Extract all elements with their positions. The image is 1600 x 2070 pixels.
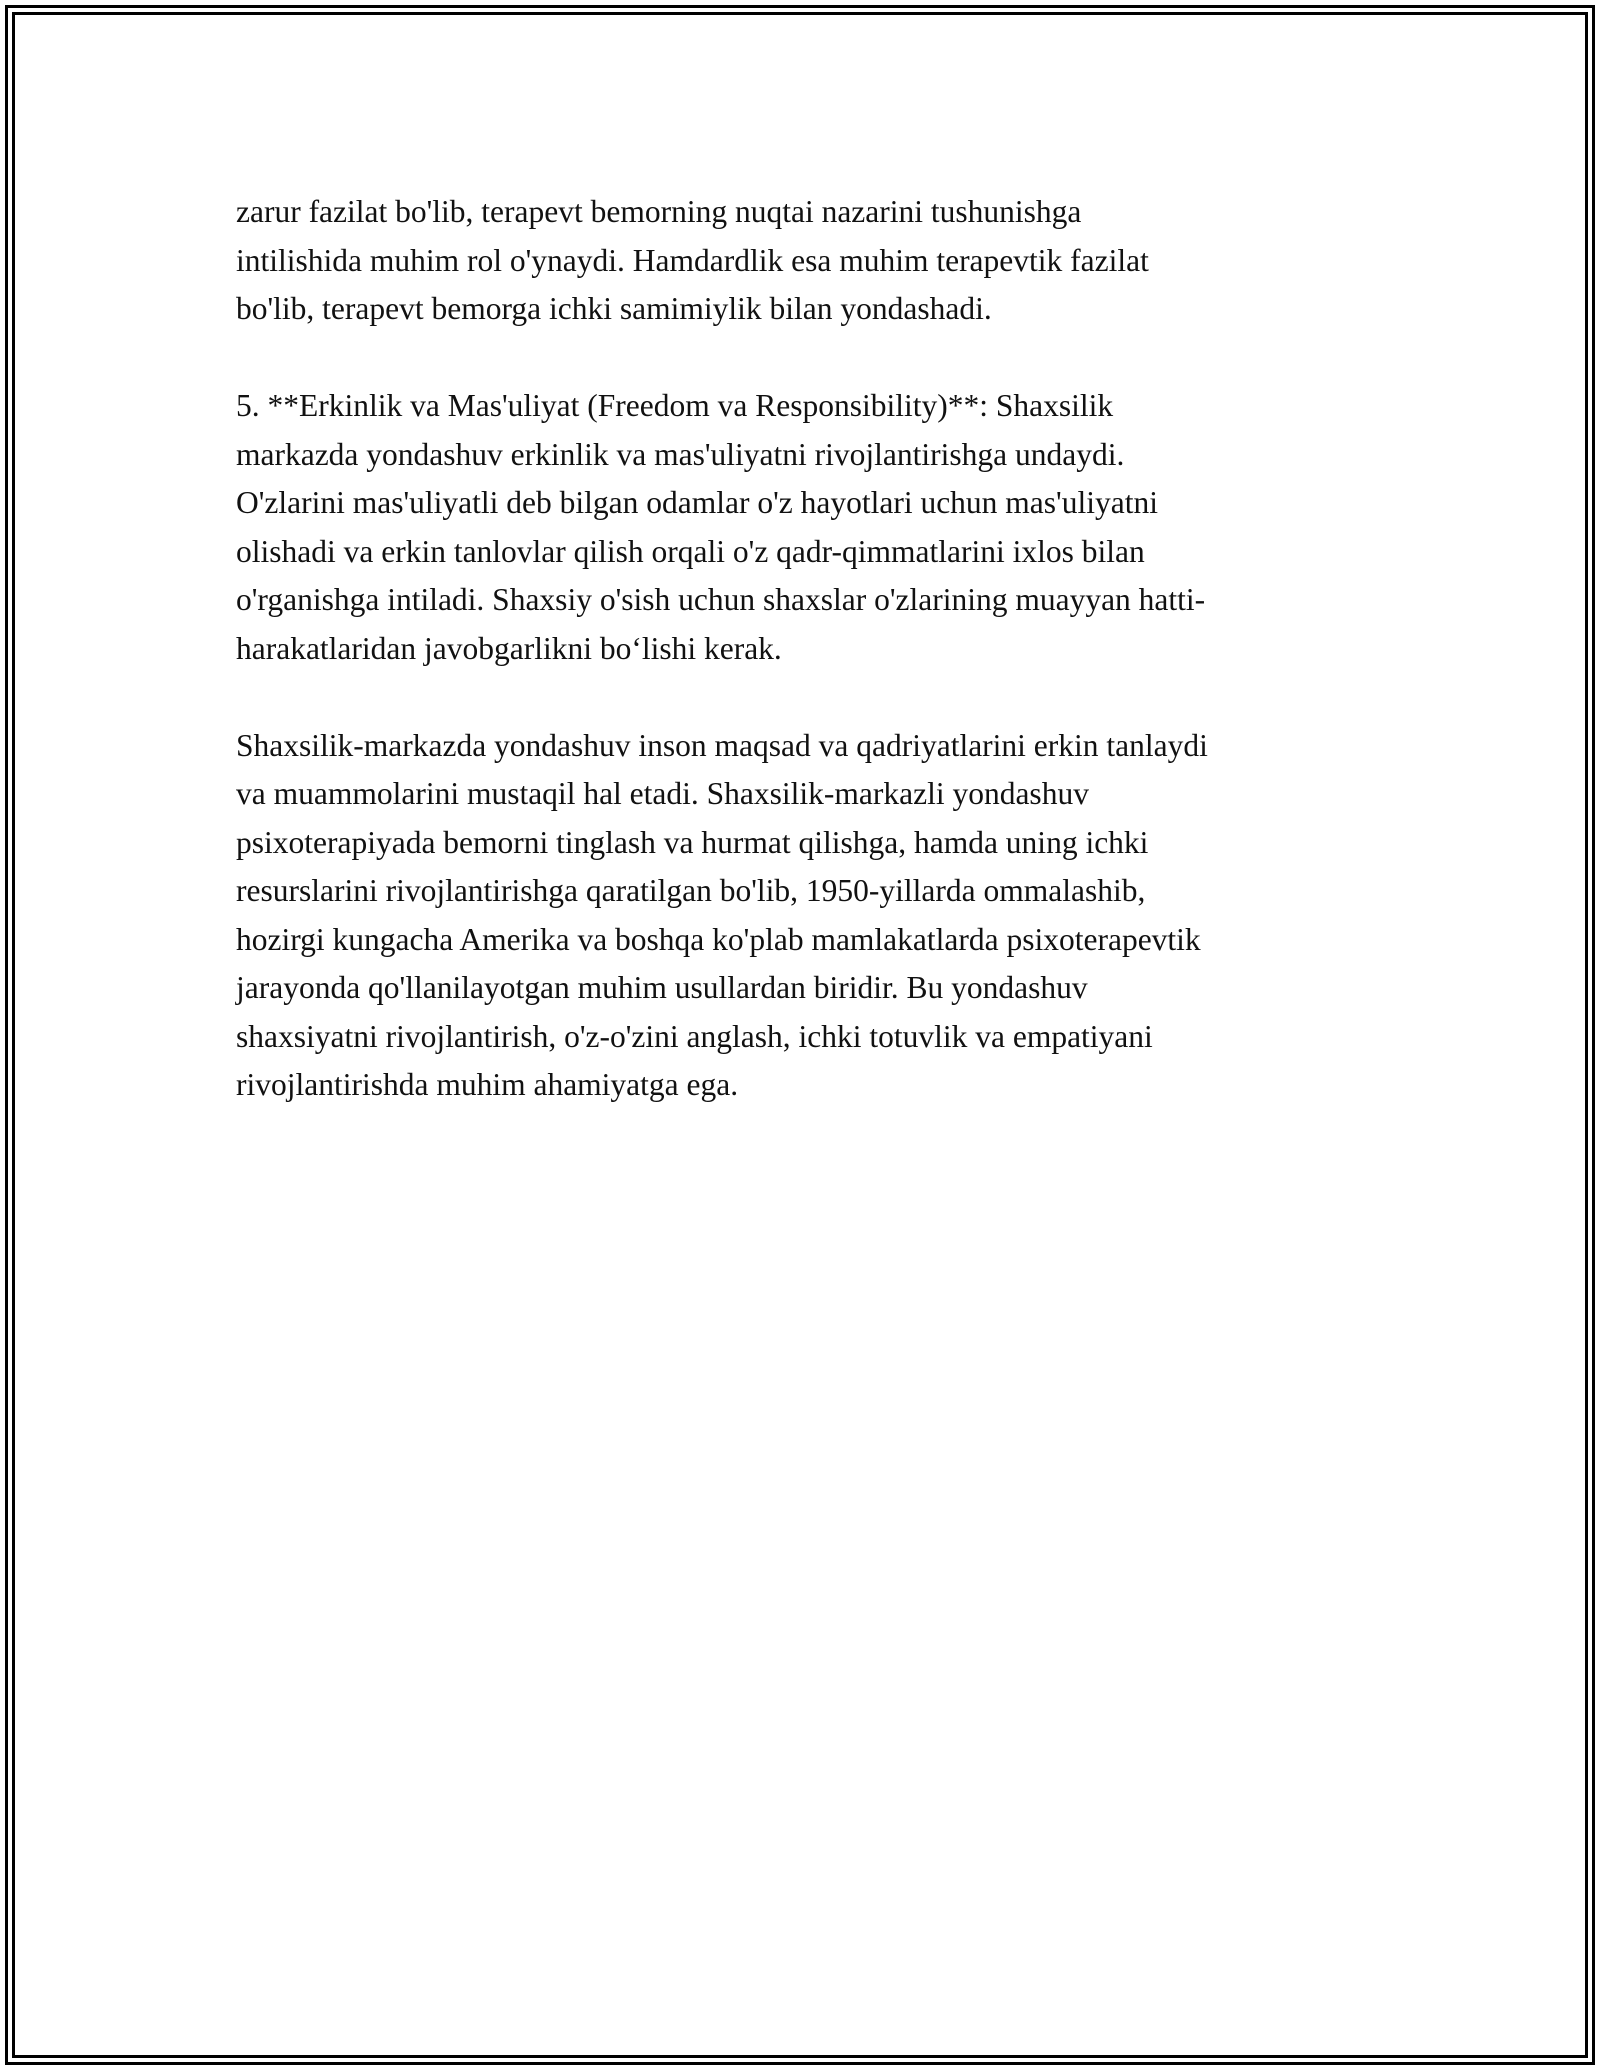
- text-line: hozirgi kungacha Amerika va boshqa ko'plab mamlakatlarda psixoterapevtik: [236, 921, 1201, 957]
- text-line: psixoterapiyada bemorni tinglash va hurmat qilishga, hamda uning ichki: [236, 824, 1149, 860]
- text-line: olishadi va erkin tanlovlar qilish orqali o'z qadr-qimmatlarini ixlos bilan: [236, 533, 1145, 569]
- text-line: bo'lib, terapevt bemorga ichki samimiylik bilan yondashadi.: [236, 291, 992, 326]
- text-line: shaxsiyatni rivojlantirish, o'z-o'zini anglash, ichki totuvlik va empatiyani: [236, 1018, 1153, 1054]
- text-line: Shaxsilik-markazda yondashuv inson maqsad va qadriyatlarini erkin tanlaydi: [236, 727, 1208, 763]
- text-line: resurslarini rivojlantirishga qaratilgan bo'lib, 1950-yillarda ommalashib,: [236, 873, 1146, 908]
- text-line: intilishida muhim rol o'ynaydi. Hamdardlik esa muhim terapevtik fazilat: [236, 242, 1149, 278]
- text-line: rivojlantirishda muhim ahamiyatga ega.: [236, 1067, 739, 1102]
- document-body: [236, 188, 1386, 1158]
- text-line: 5. **Erkinlik va Mas'uliyat (Freedom va Responsibility)**: Shaxsilik: [236, 388, 1114, 423]
- paragraph-freedom-responsibility: [236, 382, 1386, 673]
- text-line: harakatlaridan javobgarlikni bo‘lishi kerak.: [236, 630, 782, 666]
- paragraph-empathy-continuation: [236, 188, 1386, 334]
- text-line: O'zlarini mas'uliyatli deb bilgan odamlar o'z hayotlari uchun mas'uliyatni: [236, 485, 1158, 520]
- text-line: va muammolarini mustaqil hal etadi. Shaxsilik-markazli yondashuv: [236, 776, 1089, 811]
- paragraph-conclusion: [236, 722, 1386, 1110]
- text-line: o'rganishga intiladi. Shaxsiy o'sish uchun shaxslar o'zlarining muayyan hatti-: [236, 582, 1206, 617]
- text-line: markazda yondashuv erkinlik va mas'uliyatni rivojlantirishga undaydi.: [236, 436, 1125, 472]
- text-line: jarayonda qo'llanilayotgan muhim usullardan biridir. Bu yondashuv: [236, 970, 1088, 1005]
- text-line: zarur fazilat bo'lib, terapevt bemorning nuqtai nazarini tushunishga: [236, 194, 1082, 229]
